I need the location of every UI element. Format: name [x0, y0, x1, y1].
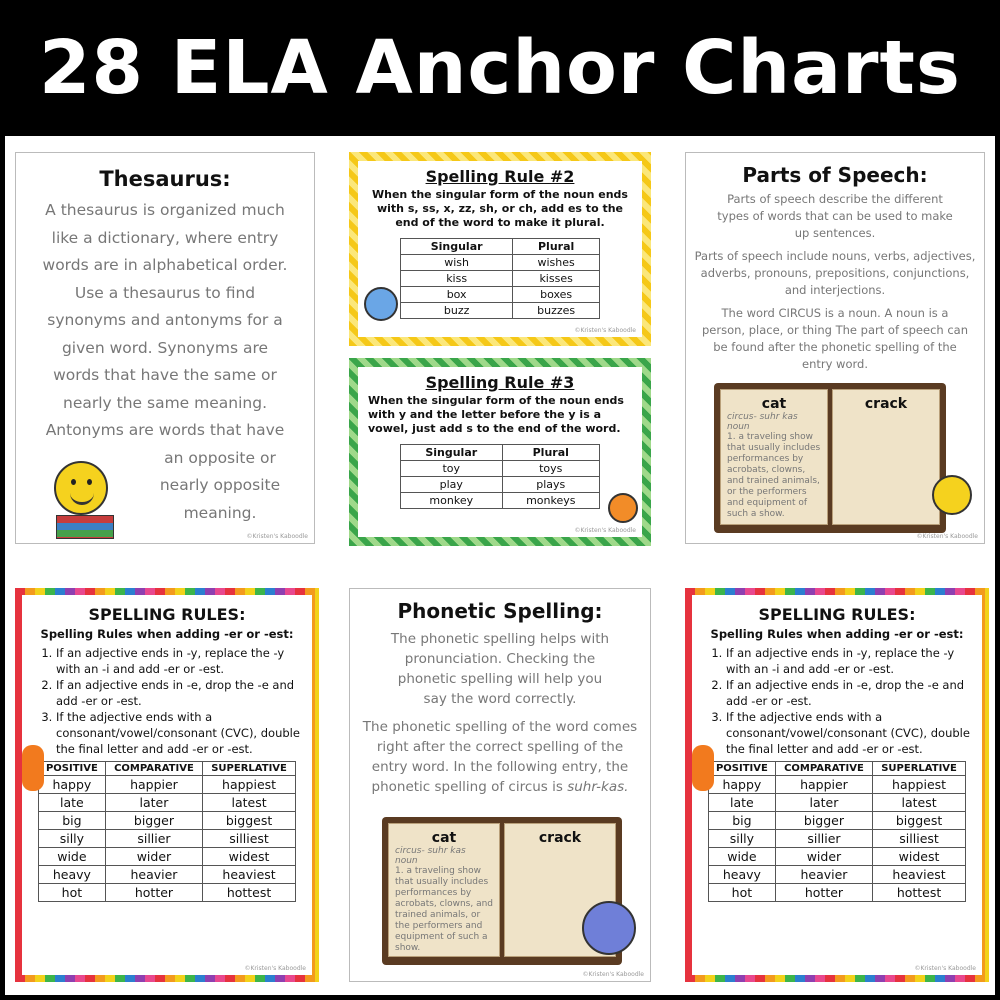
- rule3-table: [400, 444, 600, 509]
- phonetic-book-def: 1. a traveling show that usually includes performances by acrobats, clowns, and trained animals, or the performers and equipment of such a show.: [395, 866, 494, 953]
- table-cell: hot: [709, 884, 776, 902]
- pos-footer: ©Kristen's Kaboodle: [916, 533, 978, 540]
- table-cell: monkeys: [502, 493, 599, 509]
- table-row: [709, 830, 966, 848]
- rulesB-subtitle: Spelling Rules when adding -er or -est:: [710, 627, 964, 641]
- table-cell: happy: [709, 776, 776, 794]
- rulesA-table: [38, 761, 296, 902]
- pos-book-pos: noun: [727, 422, 750, 432]
- table-header: POSITIVE: [39, 762, 106, 776]
- thesaurus-line: Use a thesaurus to find: [74, 283, 256, 302]
- pos-book-right-word: crack: [864, 396, 908, 412]
- table-cell: heavier: [775, 866, 872, 884]
- purple-mascot: [582, 901, 636, 955]
- rule2-table: [400, 238, 600, 319]
- table-cell: play: [401, 477, 503, 493]
- table-header: Plural: [513, 239, 600, 255]
- pos-p2: Parts of speech include nouns, verbs, adjectives, adverbs, pronouns, prepositions, conjunctions, and interjections.: [694, 249, 976, 297]
- rulesB-title: SPELLING RULES:: [758, 605, 916, 624]
- rulesA-list: [34, 645, 302, 757]
- table-cell: big: [39, 812, 106, 830]
- rule3-body: When the singular form of the noun ends with y and the letter before the y is a vowel, just add s to the end of the word.: [368, 394, 624, 435]
- spelling-rules-card-left: [15, 588, 319, 982]
- orange-mascot: [608, 493, 638, 523]
- list-item: 2. If an adjective ends in -e, drop the -e and add -er or -est.: [726, 677, 972, 709]
- monster-mascot-right: [692, 745, 714, 791]
- table-row: [401, 303, 600, 319]
- parts-of-speech-card: [685, 152, 985, 544]
- table-cell: widest: [873, 848, 966, 866]
- rule3-footer: ©Kristen's Kaboodle: [574, 527, 636, 534]
- rule3-title: Spelling Rule #3: [425, 373, 575, 392]
- table-row: [401, 477, 600, 493]
- table-cell: heavy: [39, 866, 106, 884]
- phonetic-p1: The phonetic spelling helps with pronunciation. Checking the phonetic spelling will help you say the word correctly.: [390, 631, 610, 707]
- table-cell: kiss: [401, 271, 513, 287]
- table-row: [39, 848, 296, 866]
- smiley-mascot-reader: [932, 475, 972, 515]
- phonetic-p2-italic: suhr-kas.: [567, 779, 629, 795]
- rulesB-list: [704, 645, 972, 757]
- table-cell: wishes: [513, 255, 600, 271]
- table-cell: sillier: [105, 830, 202, 848]
- blue-mascot: [364, 287, 398, 321]
- table-row: [401, 271, 600, 287]
- rulesB-table: [708, 761, 966, 902]
- table-cell: happiest: [203, 776, 296, 794]
- list-item: 3. If the adjective ends with a consonant/vowel/consonant (CVC), double the final letter and add -er or -est.: [56, 709, 302, 757]
- table-cell: hotter: [775, 884, 872, 902]
- rulesA-title: SPELLING RULES:: [88, 605, 246, 624]
- table-cell: box: [401, 287, 513, 303]
- table-header: SUPERLATIVE: [203, 762, 296, 776]
- table-cell: heaviest: [873, 866, 966, 884]
- phonetic-spelling-card: [349, 588, 651, 982]
- table-cell: buzzes: [513, 303, 600, 319]
- phonetic-footer: ©Kristen's Kaboodle: [582, 971, 644, 978]
- list-item: 3. If the adjective ends with a consonant/vowel/consonant (CVC), double the final letter and add -er or -est.: [726, 709, 972, 757]
- list-item: 1. If an adjective ends in -y, replace the -y with an -i and add -er or -est.: [726, 645, 972, 677]
- table-cell: bigger: [105, 812, 202, 830]
- table-cell: sillier: [775, 830, 872, 848]
- pos-p3: The word CIRCUS is a noun. A noun is a person, place, or thing The part of speech can be found after the phonetic spelling of the entry word.: [701, 306, 969, 371]
- phonetic-book-entry: circus- suhr kas: [395, 846, 466, 856]
- table-row: [709, 866, 966, 884]
- thesaurus-footer: ©Kristen's Kaboodle: [246, 533, 308, 540]
- spelling-rules-card-right: [685, 588, 989, 982]
- banner-title: 28 ELA Anchor Charts: [39, 25, 961, 111]
- table-cell: heavy: [709, 866, 776, 884]
- table-cell: wide: [39, 848, 106, 866]
- rule2-footer: ©Kristen's Kaboodle: [574, 327, 636, 334]
- table-cell: wider: [775, 848, 872, 866]
- pos-book-entry: circus- suhr kas: [727, 412, 798, 422]
- thesaurus-line: A thesaurus is organized much: [45, 201, 285, 219]
- table-cell: silly: [709, 830, 776, 848]
- rulesB-footer: ©Kristen's Kaboodle: [914, 965, 976, 972]
- table-row: [709, 794, 966, 812]
- table-header: COMPARATIVE: [775, 762, 872, 776]
- table-cell: biggest: [873, 812, 966, 830]
- table-header: SUPERLATIVE: [873, 762, 966, 776]
- rule2-title: Spelling Rule #2: [425, 167, 575, 186]
- table-cell: monkey: [401, 493, 503, 509]
- table-cell: biggest: [203, 812, 296, 830]
- phonetic-p2-text: The phonetic spelling of the word comes right after the correct spelling of the entry word. In the following entry, the phonetic spelling of circus is: [362, 719, 638, 795]
- thesaurus-card: [15, 152, 315, 544]
- phonetic-book-pos: noun: [395, 856, 418, 866]
- list-item: 1. If an adjective ends in -y, replace the -y with an -i and add -er or -est.: [56, 645, 302, 677]
- table-cell: latest: [203, 794, 296, 812]
- table-row: [401, 255, 600, 271]
- table-cell: happier: [105, 776, 202, 794]
- table-row: [39, 884, 296, 902]
- table-cell: latest: [873, 794, 966, 812]
- table-cell: heaviest: [203, 866, 296, 884]
- pos-book-left-word: cat: [761, 396, 787, 412]
- table-cell: happier: [775, 776, 872, 794]
- table-header: Singular: [401, 239, 513, 255]
- pos-p1: Parts of speech describe the different types of words that can be used to make up sentences.: [717, 192, 953, 240]
- table-cell: bigger: [775, 812, 872, 830]
- table-cell: toy: [401, 461, 503, 477]
- table-cell: happiest: [873, 776, 966, 794]
- spelling-rule-3-card: [349, 358, 651, 546]
- table-cell: wide: [709, 848, 776, 866]
- table-cell: widest: [203, 848, 296, 866]
- table-header: POSITIVE: [709, 762, 776, 776]
- phonetic-book-right-word: crack: [538, 830, 582, 846]
- table-cell: big: [709, 812, 776, 830]
- table-cell: heavier: [105, 866, 202, 884]
- table-row: [401, 287, 600, 303]
- thesaurus-line: Antonyms are words that have: [45, 421, 285, 439]
- table-row: [709, 812, 966, 830]
- table-row: [401, 461, 600, 477]
- rulesA-footer: ©Kristen's Kaboodle: [244, 965, 306, 972]
- table-header: COMPARATIVE: [105, 762, 202, 776]
- thesaurus-line: words that have the same or: [53, 366, 277, 384]
- table-row: [39, 866, 296, 884]
- table-row: [39, 812, 296, 830]
- rulesA-subtitle: Spelling Rules when adding -er or -est:: [40, 627, 294, 641]
- spelling-rule-2-card: [349, 152, 651, 346]
- table-cell: late: [39, 794, 106, 812]
- thesaurus-line: an opposite or: [164, 448, 276, 467]
- chart-collage: [5, 136, 995, 995]
- table-cell: toys: [502, 461, 599, 477]
- thesaurus-line: given word. Synonyms are: [61, 338, 269, 357]
- phonetic-title: Phonetic Spelling:: [397, 599, 603, 623]
- book-stack-icon: [56, 515, 114, 539]
- monster-mascot: [22, 745, 44, 791]
- rule2-body: When the singular form of the noun ends with s, ss, x, zz, sh, or ch, add es to the end of the word to make it plural.: [372, 188, 628, 229]
- table-cell: happy: [39, 776, 106, 794]
- thesaurus-line: synonyms and antonyms for a: [47, 311, 283, 329]
- thesaurus-line: like a dictionary, where entry: [51, 228, 279, 247]
- table-row: [709, 884, 966, 902]
- table-cell: silliest: [203, 830, 296, 848]
- thesaurus-line: meaning.: [183, 503, 257, 522]
- table-header: Singular: [401, 445, 503, 461]
- thesaurus-line: words are in alphabetical order.: [42, 256, 288, 274]
- thesaurus-title: Thesaurus:: [99, 167, 231, 191]
- table-cell: wish: [401, 255, 513, 271]
- phonetic-p2: [350, 709, 650, 797]
- table-row: [709, 848, 966, 866]
- table-cell: later: [105, 794, 202, 812]
- table-cell: kisses: [513, 271, 600, 287]
- table-cell: later: [775, 794, 872, 812]
- table-row: [39, 794, 296, 812]
- pos-title: Parts of Speech:: [742, 163, 928, 187]
- table-cell: late: [709, 794, 776, 812]
- thesaurus-line: nearly opposite: [159, 476, 281, 494]
- dictionary-book: [714, 383, 946, 533]
- table-cell: hottest: [203, 884, 296, 902]
- table-row: [401, 493, 600, 509]
- table-row: [709, 776, 966, 794]
- table-cell: hotter: [105, 884, 202, 902]
- table-cell: hottest: [873, 884, 966, 902]
- banner: [0, 0, 1000, 136]
- table-cell: silliest: [873, 830, 966, 848]
- table-cell: boxes: [513, 287, 600, 303]
- phonetic-book-left-word: cat: [431, 830, 457, 846]
- table-cell: buzz: [401, 303, 513, 319]
- smiley-mascot: [54, 461, 108, 515]
- table-row: [39, 776, 296, 794]
- table-cell: plays: [502, 477, 599, 493]
- table-row: [39, 830, 296, 848]
- table-cell: wider: [105, 848, 202, 866]
- table-cell: silly: [39, 830, 106, 848]
- table-cell: hot: [39, 884, 106, 902]
- list-item: 2. If an adjective ends in -e, drop the -e and add -er or -est.: [56, 677, 302, 709]
- pos-book-def: 1. a traveling show that usually includes performances by acrobats, clowns, and trained animals, or the performers and equipment of such a show.: [727, 432, 821, 519]
- table-header: Plural: [502, 445, 599, 461]
- thesaurus-line: nearly the same meaning.: [63, 393, 267, 412]
